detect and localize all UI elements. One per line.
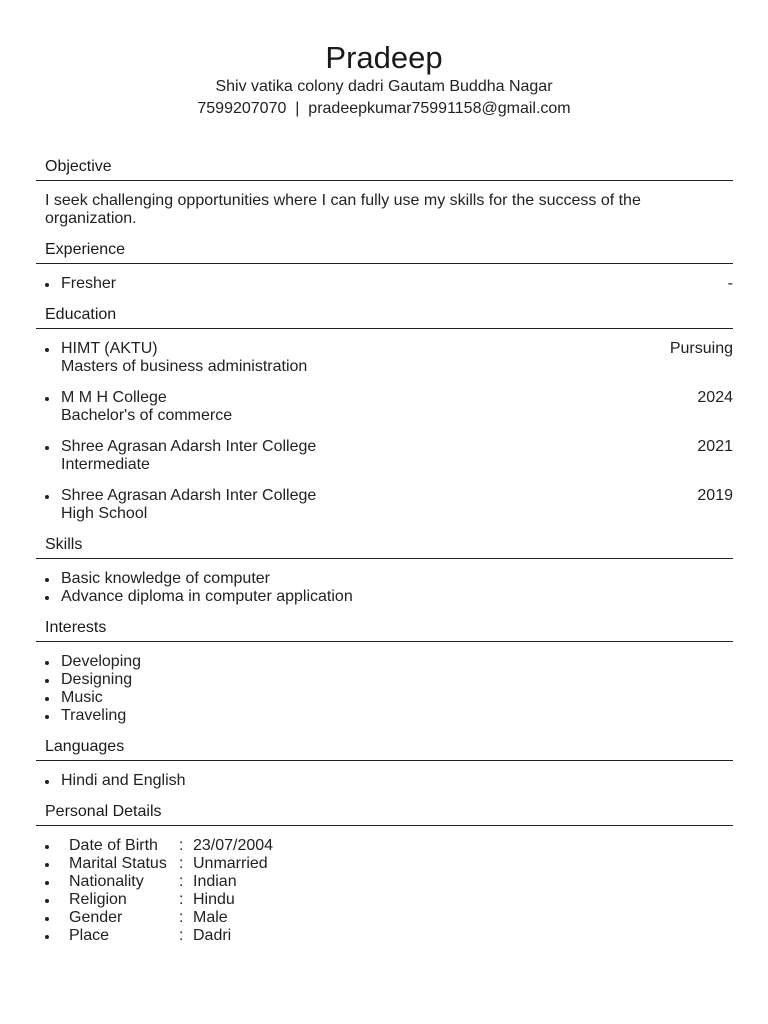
interest-item: Music [36,689,733,707]
detail-colon: : [179,927,184,944]
objective-section [36,156,733,228]
experience-heading: Experience [36,239,733,264]
personal-detail-item [36,891,733,909]
education-school: HIMT (AKTU) [61,340,158,357]
detail-label: Date of Birth [69,837,158,854]
detail-value: Dadri [193,927,232,944]
education-school: Shree Agrasan Adarsh Inter College [61,438,317,455]
address: Shiv vatika colony dadri Gautam Buddha Nagar [215,78,553,95]
contact-line: 7599207070 | pradeepkumar75991158@gmail.com [197,100,571,117]
personal-detail-item [36,855,733,873]
detail-value: Unmarried [193,855,268,872]
resume-header [0,0,768,120]
detail-value: Hindu [193,891,235,908]
interest-item: Traveling [36,707,733,725]
languages-list [36,772,733,790]
education-section [36,304,733,523]
detail-label: Place [69,927,110,944]
education-item [36,389,733,425]
detail-label: Marital Status [69,855,167,872]
detail-value: 23/07/2004 [193,837,274,854]
personal-details-section [36,801,733,945]
education-list [36,340,733,523]
objective-heading: Objective [36,156,733,181]
languages-heading: Languages [36,736,733,761]
experience-name: Fresher [61,275,117,292]
candidate-name: Pradeep [325,40,443,75]
detail-colon: : [179,873,184,890]
personal-detail-item [36,837,733,855]
skills-heading: Skills [36,534,733,559]
education-item [36,487,733,523]
experience-list [36,275,733,293]
education-item [36,340,733,376]
detail-value: Male [193,909,228,926]
interests-list [36,653,733,725]
detail-label: Religion [69,891,127,908]
detail-value: Indian [193,873,237,890]
languages-section [36,736,733,790]
skills-list [36,570,733,606]
interests-section [36,617,733,725]
interest-item: Designing [36,671,733,689]
experience-date: - [727,275,733,292]
education-degree: Intermediate [61,456,150,473]
personal-detail-item [36,927,733,945]
personal-detail-item [36,873,733,891]
objective-text: I seek challenging opportunities where I can fully use my skills for the success of the organization. [45,192,641,227]
personal-details-heading: Personal Details [36,801,733,826]
detail-label: Gender [69,909,123,926]
education-heading: Education [36,304,733,329]
resume-content [36,156,733,956]
education-year: Pursuing [669,340,733,357]
skills-section [36,534,733,606]
interest-item: Developing [36,653,733,671]
education-degree: High School [61,505,148,522]
detail-colon: : [179,837,184,854]
detail-colon: : [179,855,184,872]
education-degree: Bachelor's of commerce [61,407,233,424]
education-year: 2021 [697,438,733,455]
personal-detail-item [36,909,733,927]
education-item [36,438,733,474]
personal-details-list [36,837,733,945]
education-school: M M H College [61,389,167,406]
detail-label: Nationality [69,873,144,890]
education-year: 2024 [697,389,733,406]
detail-colon: : [179,891,184,908]
education-year: 2019 [697,487,733,504]
language-item: Hindi and English [36,772,733,790]
education-degree: Masters of business administration [61,358,308,375]
interests-heading: Interests [36,617,733,642]
detail-colon: : [179,909,184,926]
experience-item [36,275,733,293]
experience-section [36,239,733,293]
skill-item: Advance diploma in computer application [36,588,733,606]
skill-item: Basic knowledge of computer [36,570,733,588]
education-school: Shree Agrasan Adarsh Inter College [61,487,317,504]
